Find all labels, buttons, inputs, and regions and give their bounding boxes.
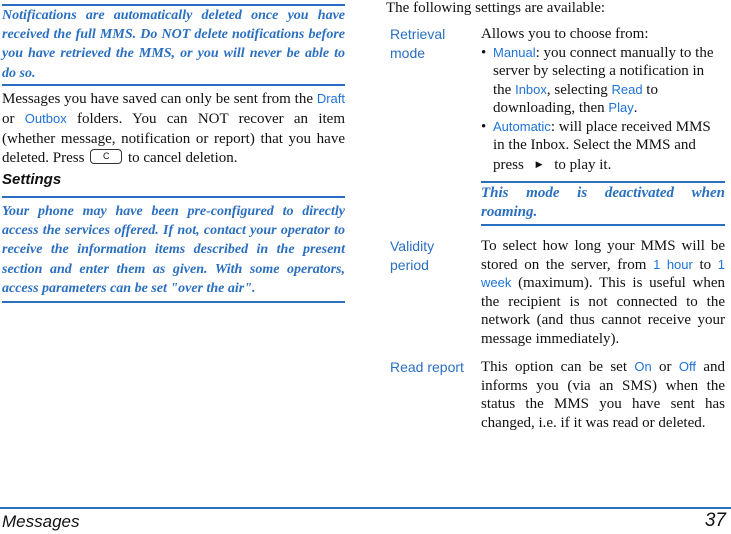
retrieval-mode-term: Retrieval mode — [390, 26, 446, 61]
settings-heading: Settings — [2, 171, 62, 188]
read-report-description: This option can be set On or Off and informs you (via an SMS) when the status the MMS you have sent has changed, i.e. if it was read or deleted. — [481, 359, 726, 431]
off-label: Off — [678, 359, 696, 374]
settings-note-bottom-rule — [2, 301, 345, 303]
note-bottom-rule — [2, 84, 345, 86]
one-week-label: 1 week — [481, 256, 726, 290]
footer-chapter-title: Messages — [2, 512, 80, 531]
validity-period-description: To select how long your MMS will be stored on the server, from 1 hour to 1 week (maximum). This is useful when the recipient is not connected to the network (and thus cannot receive your message immediately). — [481, 238, 726, 347]
c-key-icon: C — [90, 149, 122, 164]
read-report-term: Read report — [390, 359, 464, 375]
settings-intro: The following settings are available: — [386, 0, 606, 16]
settings-note-top-rule — [2, 196, 345, 198]
manual-option: • Manual: you connect manually to the server by selecting a notification in the Inbox, selecting Read to downloading, then Play. — [481, 44, 714, 116]
read-label: Read — [611, 81, 643, 97]
roaming-note-top-rule — [481, 181, 725, 183]
retrieval-mode-description: Allows you to choose from: • Manual: you connect manually to the server by selecting a notification in the Inbox, selecting Read to downloading, then Play. • Automatic: will place received MMS in the Inbox. Select the MMS and press ▶ to play it. — [481, 25, 725, 174]
manual-label: Manual — [493, 44, 536, 60]
play-arrow-icon: ▶ — [535, 158, 543, 169]
automatic-label: Automatic — [493, 118, 551, 134]
saved-messages-paragraph: Messages you have saved can only be sent from the Draft or Outbox folders. You can NOT recover an item (whether message, notification or report) that you have deleted. Press C to cancel deletion. — [2, 91, 346, 166]
draft-folder-label: Draft — [316, 91, 346, 106]
roaming-note: This mode is deactivated when roaming. — [481, 185, 725, 221]
automatic-option: • Automatic: will place received MMS in the Inbox. Select the MMS and press ▶ to play it. — [481, 118, 711, 173]
play-label: Play — [608, 100, 634, 115]
roaming-note-bottom-rule — [481, 224, 725, 226]
outbox-folder-label: Outbox — [24, 111, 67, 127]
inbox-label: Inbox — [515, 81, 547, 97]
validity-period-term: Validity period — [390, 238, 435, 273]
on-label: On — [634, 359, 652, 374]
one-hour-label: 1 hour — [653, 256, 693, 272]
page-number: 37 — [704, 510, 726, 531]
footer-rule — [0, 507, 731, 509]
mms-deletion-note: Notifications are automatically deleted once you have received the full MMS. Do NOT delete notifications before you have retrieved the MMS, or you will never be able to do so. — [2, 8, 345, 81]
preconfigured-note: Your phone may have been pre-configured to directly access the services offered. If not, contact your operator to receive the information items described in the present section and enter them as given. With some operators, access parameters can be set "over the air". — [2, 204, 345, 296]
